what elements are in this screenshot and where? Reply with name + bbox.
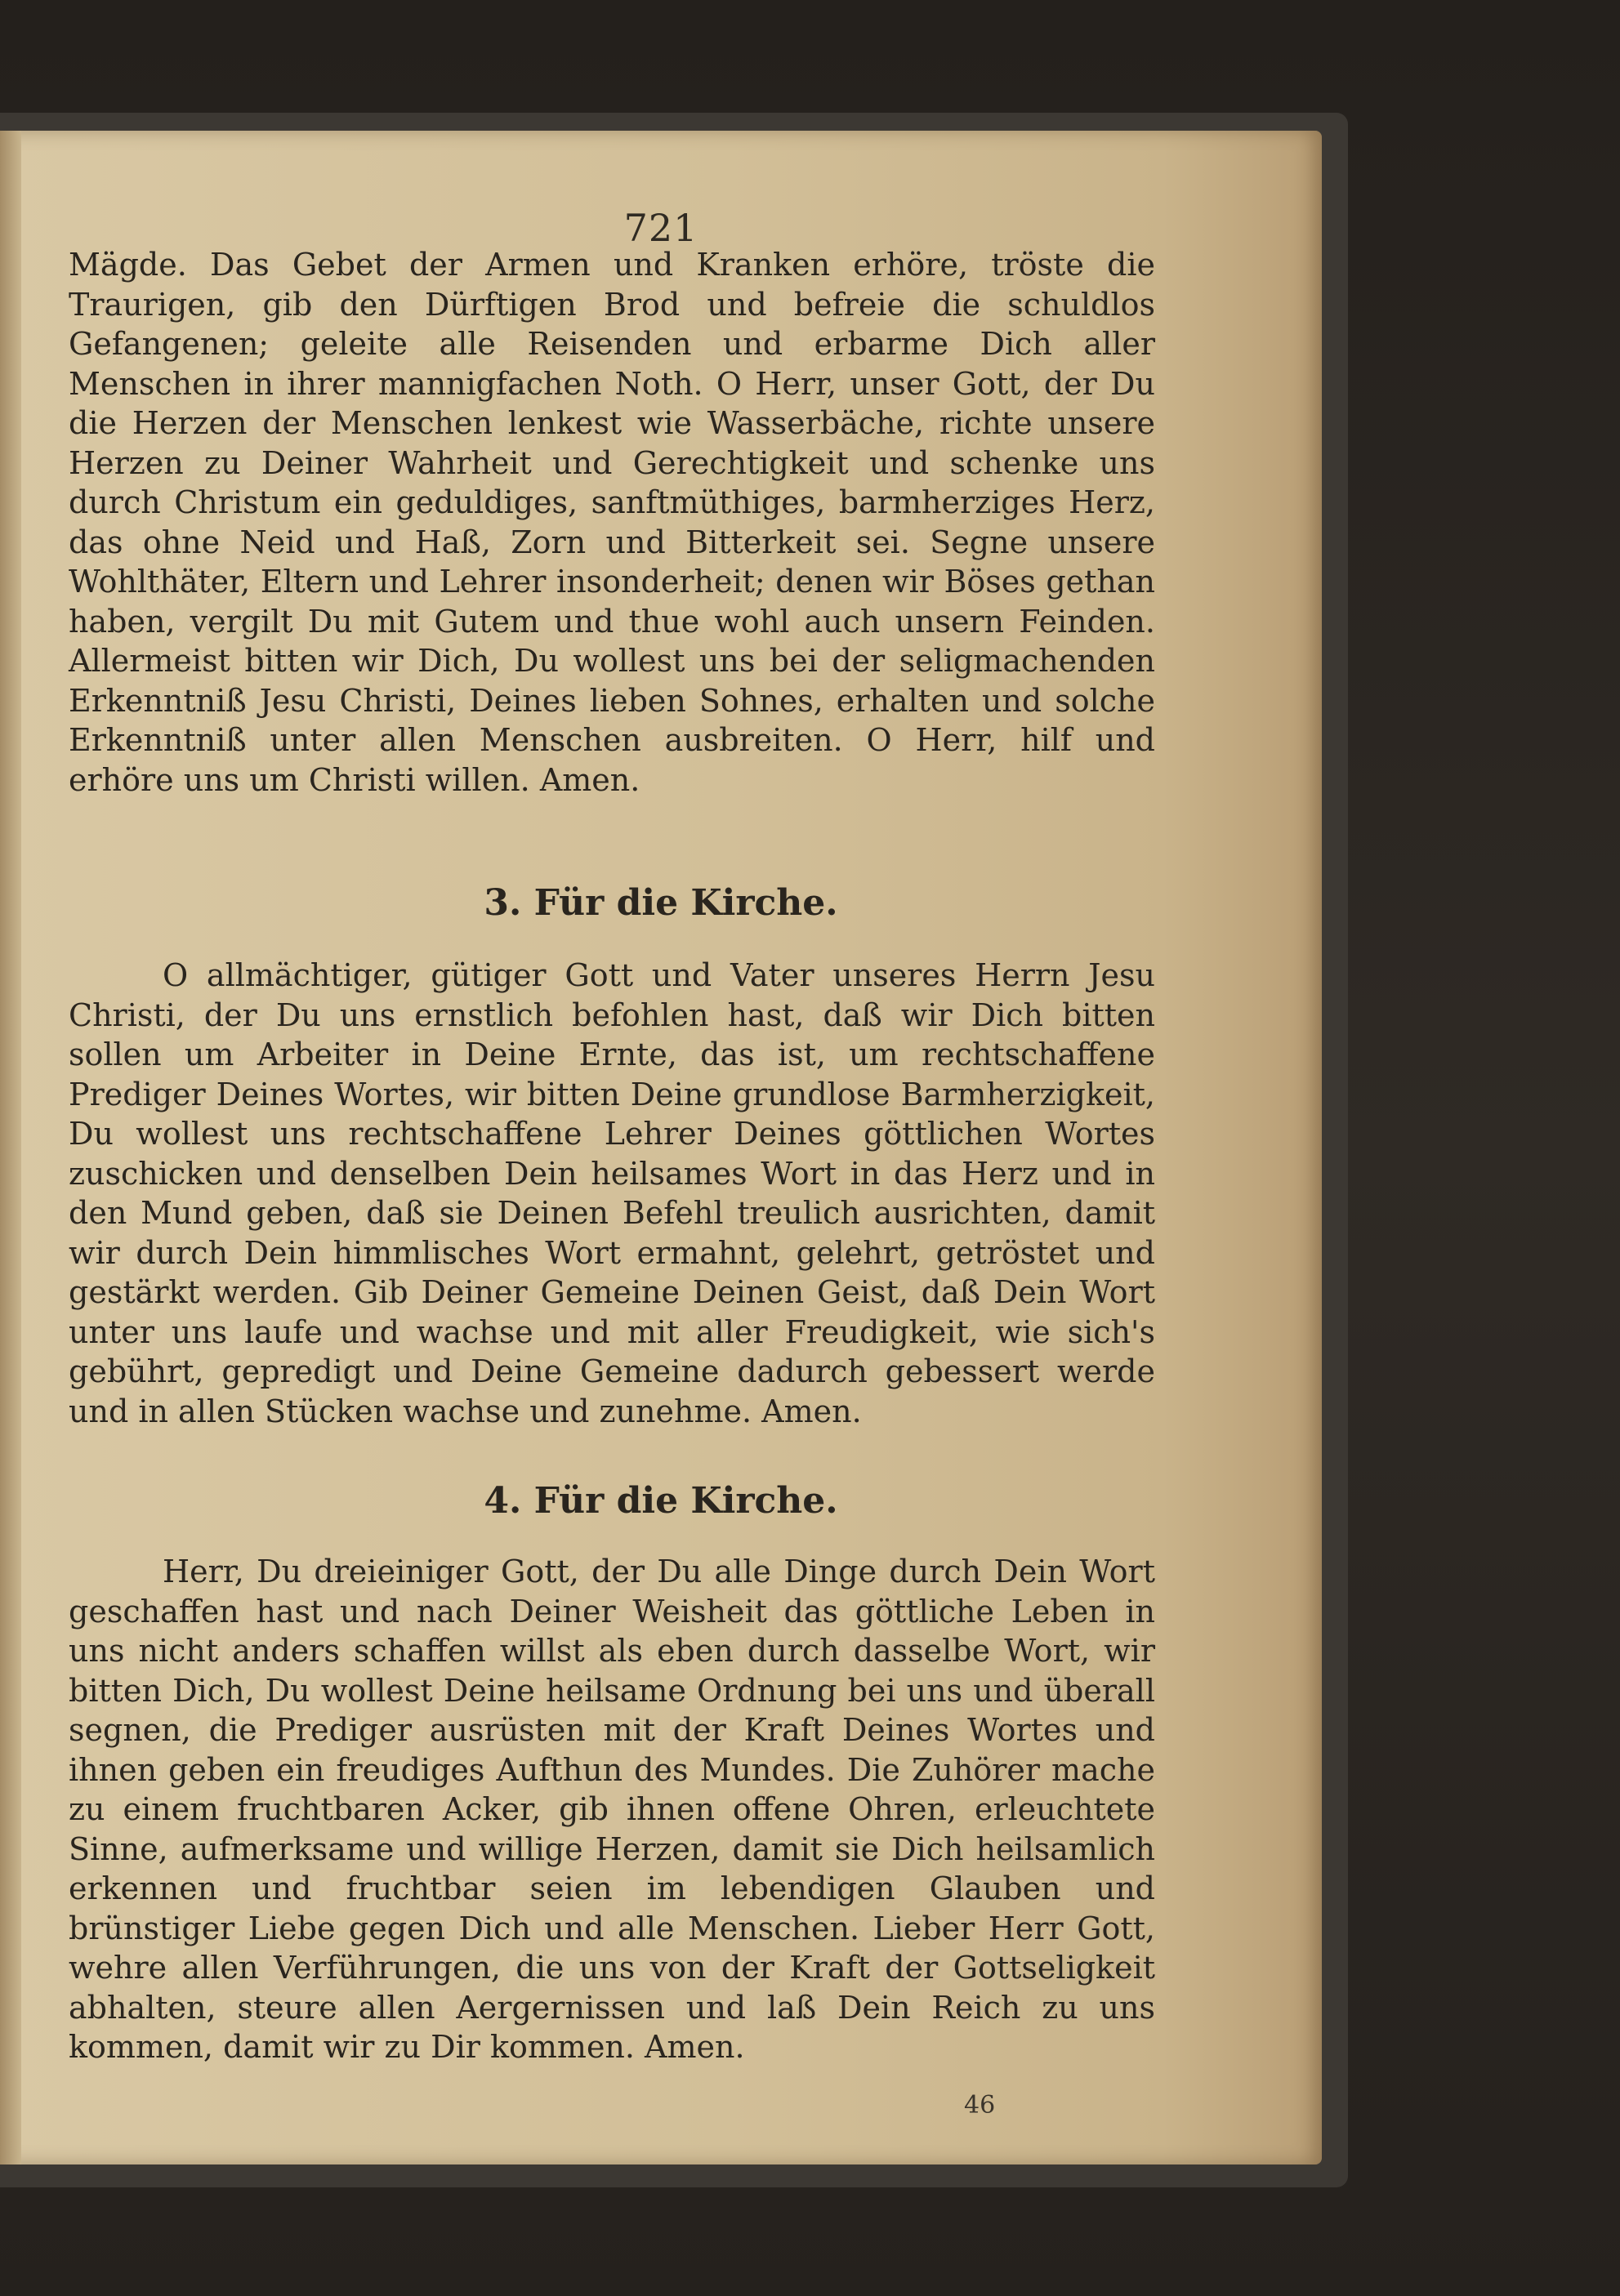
paragraph-text: Mägde. Das Gebet der Armen und Kranken erhöre, tröste die Traurigen, gib den Dürftigen Brod und befreie die schuldlos Gefangenen; geleite alle Reisenden und erbarme Dich aller Menschen in ihrer mannigfachen Noth. O Herr, unser Gott, der Du die Herzen der Menschen lenkest wie Wasserbäche, richte unsere Herzen zu Deiner Wahrheit und Gerechtigkeit und schenke uns durch Christum ein geduldiges, sanftmüthiges, barmherziges Herz, das ohne Neid und Haß, Zorn und Bitterkeit sei. Segne unsere Wohlthäter, Eltern und Lehrer insonderheit; denen wir Böses gethan haben, vergilt Du mit Gutem und thue wohl auch unsern Feinden. Allermeist bitten wir Dich, Du wollest uns bei der seligmachenden Erkenntniß Jesu Christi, Deines lieben Sohnes, erhalten und solche Erkenntniß unter allen Menschen ausbreiten. O Herr, hilf und erhöre uns um Christi willen. Amen. (69, 247, 1155, 798)
prayer-paragraph-3 (69, 956, 1155, 1431)
paragraph-text: Herr, Du dreieiniger Gott, der Du alle Dinge durch Dein Wort geschaffen hast und nach Deiner Weisheit das göttliche Leben in uns nicht anders schaffen willst als eben durch dasselbe Wort, wir bitten Dich, Du wollest Deine heilsame Ordnung bei uns und überall segnen, die Prediger ausrüsten mit der Kraft Deines Wortes und ihnen geben ein freudiges Aufthun des Mundes. Die Zuhörer mache zu einem fruchtbaren Acker, gib ihnen offene Ohren, erleuchtete Sinne, aufmerksame und willige Herzen, damit sie Dich heilsamlich erkennen und fruchtbar seien im lebendigen Glauben und brünstiger Liebe gegen Dich und alle Menschen. Lieber Herr Gott, wehre allen Verführungen, die uns von der Kraft der Gottseligkeit abhalten, steure allen Aergernissen und laß Dein Reich zu uns kommen, damit wir zu Dir kommen. Amen. (69, 1554, 1155, 2065)
page-gutter (0, 131, 21, 2164)
paragraph-text: O allmächtiger, gütiger Gott und Vater unseres Herrn Jesu Christi, der Du uns ernstlich befohlen hast, daß wir Dich bitten sollen um Arbeiter in Deine Ernte, das ist, um rechtschaffene Prediger Deines Wortes, wir bitten Deine grundlose Barmherzigkeit, Du wollest uns rechtschaffene Lehrer Deines göttlichen Wortes zuschicken und denselben Dein heilsames Wort in das Herz und in den Mund geben, daß sie Deinen Befehl treulich ausrichten, damit wir durch Dein himmlisches Wort ermahnt, gelehrt, getröstet und gestärkt werden. Gib Deiner Gemeine Deinen Geist, daß Dein Wort unter uns laufe und wachse und mit aller Freudigkeit, wie sich's gebührt, gepredigt und Deine Gemeine dadurch gebessert werde und in allen Stücken wachse und zunehme. Amen. (69, 957, 1155, 1429)
signature-mark: 46 (964, 2091, 996, 2120)
section-heading-3: 3. Für die Kirche. (484, 882, 838, 924)
page-number: 721 (623, 206, 698, 250)
prayer-paragraph-4 (69, 1552, 1155, 2067)
prayer-paragraph-continued (69, 245, 1155, 800)
book-page (0, 131, 1322, 2164)
section-heading-4: 4. Für die Kirche. (484, 1480, 838, 1522)
